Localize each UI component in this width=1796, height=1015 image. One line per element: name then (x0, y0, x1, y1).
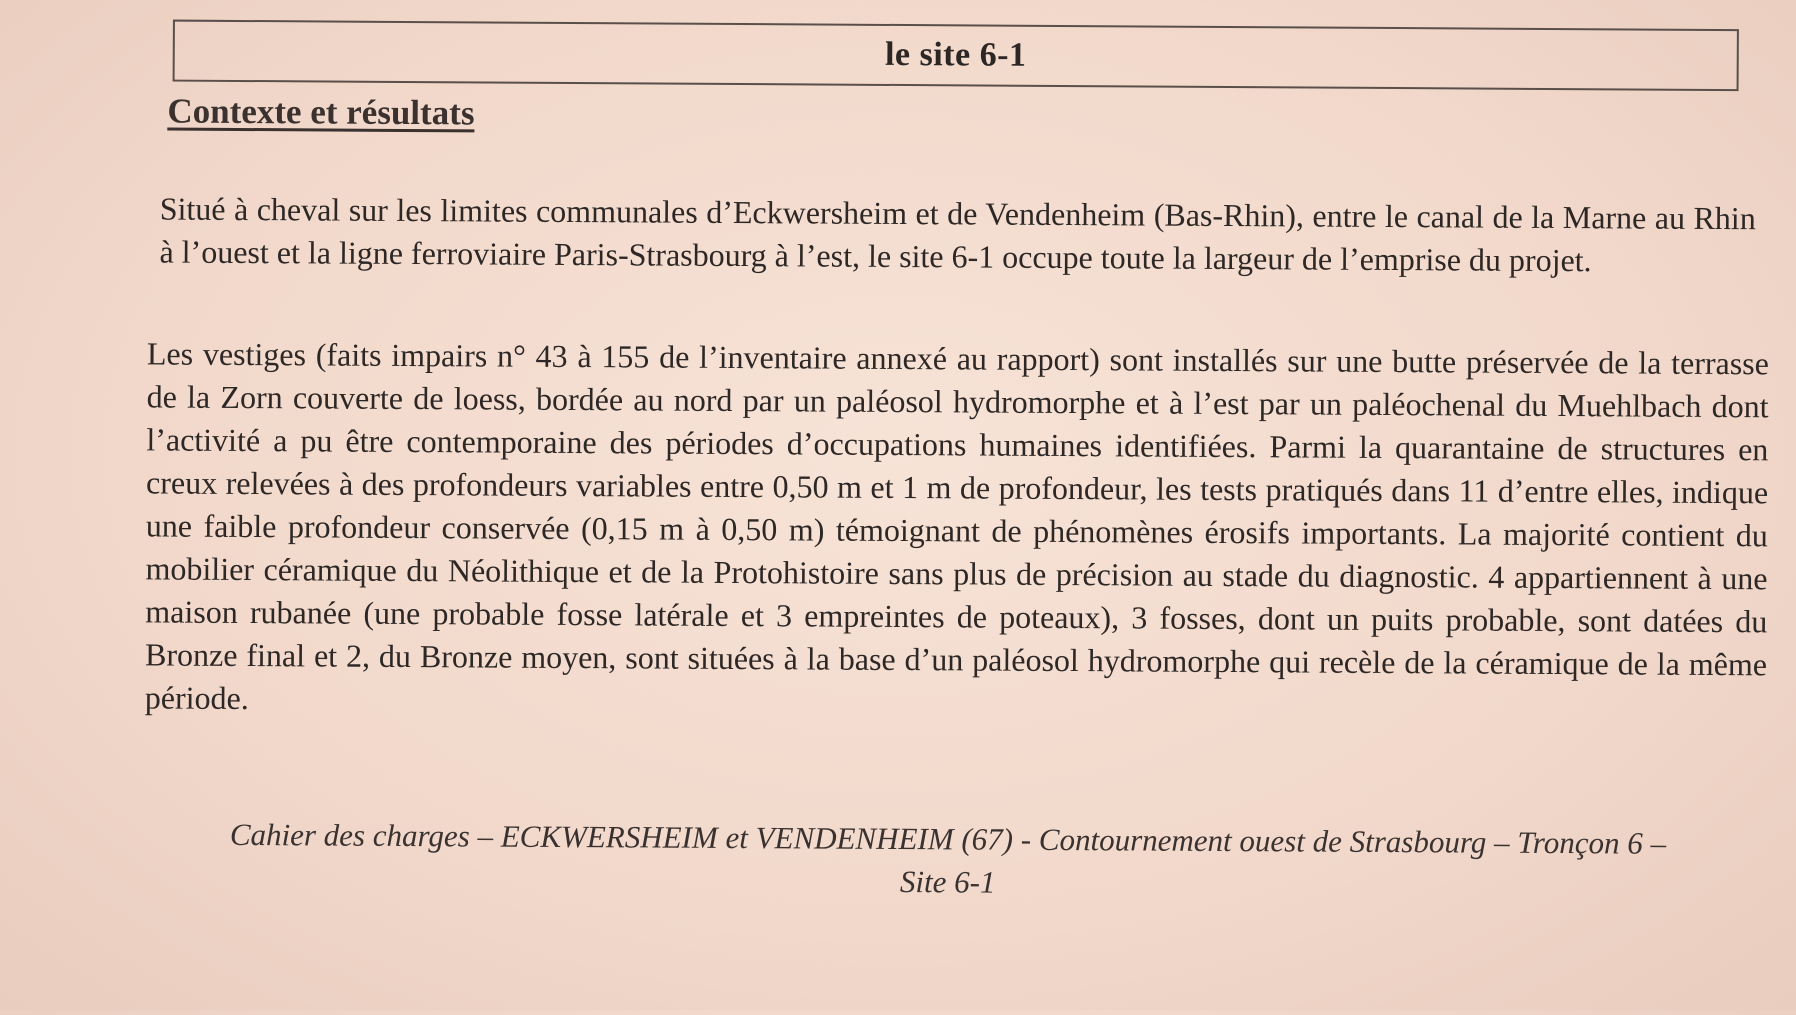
section-heading: Contexte et résultats (167, 91, 475, 133)
section-title-box (173, 20, 1739, 92)
paragraph-results: Les vestiges (faits impairs n° 43 à 155 de l’inventaire annexé au rapport) sont installés sur une butte préservée de la terrasse de la Zorn couverte de loess, bordée au nord par un paléosol hydromorphe et à l’est par un paléochenal du Muehlbach dont l’activité a pu être contemporaine des périodes d’occupations humaines identifiées. Parmi la quarantaine de structures en creux relevées à des profondeurs variables entre 0,50 m et 1 m de profondeur, les tests pratiqués dans 11 d’entre elles, indique une faible profondeur conservée (0,15 m à 0,50 m) témoignant de phénomènes érosifs importants. La majorité contient du mobilier céramique du Néolithique et de la Protohistoire sans plus de précision au stade du diagnostic. 4 appartiennent à une maison rubanée (une probable fosse latérale et 3 empreintes de poteaux), 3 fosses, dont un puits probable, sont datées du Bronze final et 2, du Bronze moyen, sont situées à la base d’un paléosol hydromorphe qui recèle de la céramique de la même période. (144, 335, 1769, 717)
section-title: le site 6-1 (884, 35, 1027, 74)
footer-line-2: Site 6-1 (899, 864, 996, 900)
paragraph-context: Situé à cheval sur les limites communales d’Eckwersheim et de Vendenheim (Bas-Rhin), entre le canal de la Marne au Rhin à l’ouest et la ligne ferroviaire Paris-Strasbourg à l’est, le site 6-1 occupe toute la largeur de l’emprise du projet. (159, 190, 1756, 279)
footer-line-1: Cahier des charges – ECKWERSHEIM et VENDENHEIM (67) - Contournement ouest de Strasbourg – Tronçon 6 – (229, 816, 1667, 861)
page-footer (138, 812, 1758, 908)
